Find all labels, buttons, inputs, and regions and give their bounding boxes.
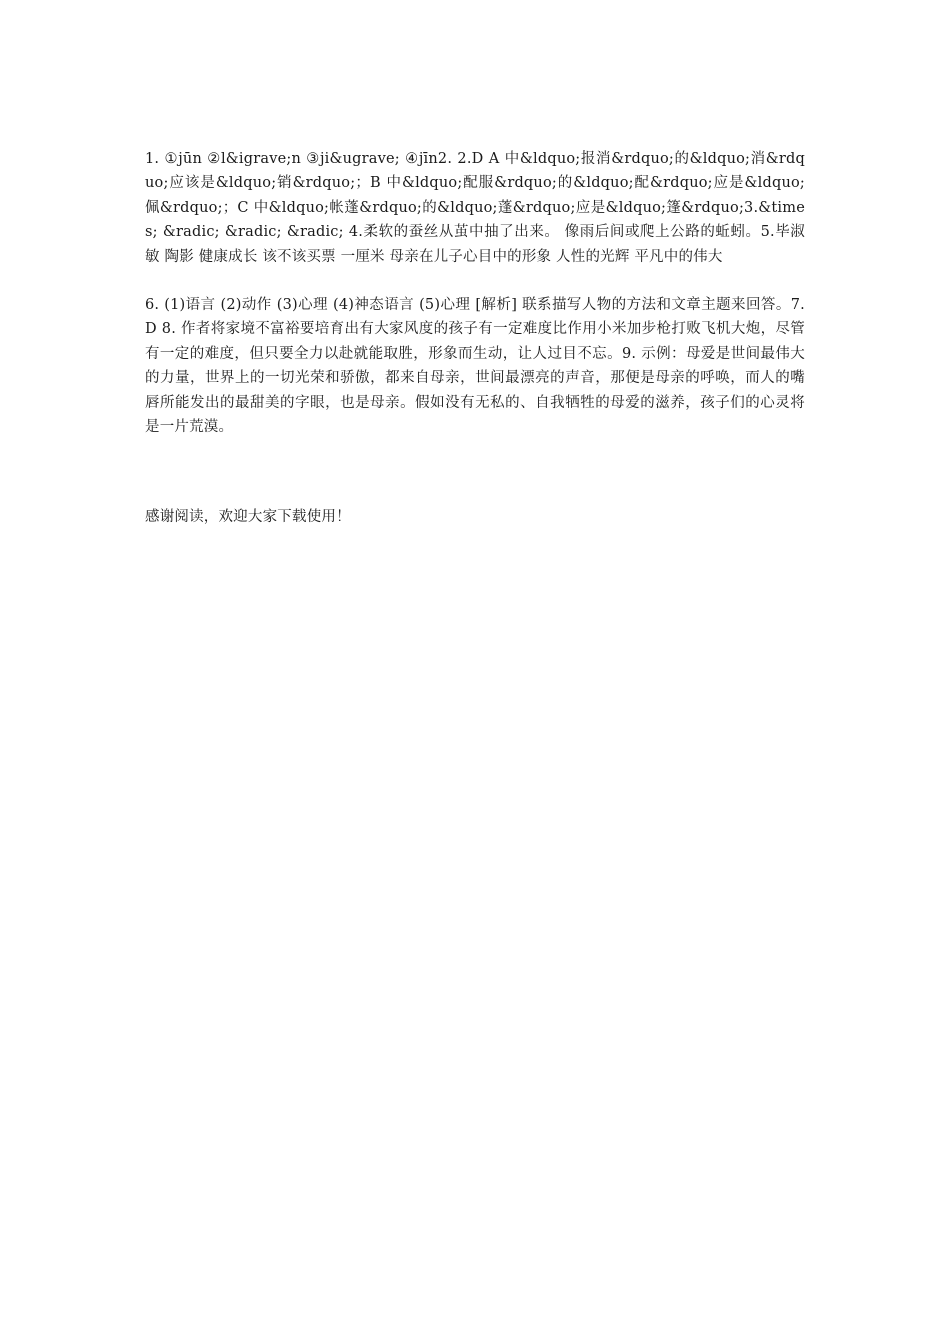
closing-note: 感谢阅读，欢迎大家下载使用！: [145, 509, 351, 526]
answer-paragraph-1: 1. ①jūn ②l&igrave;n ③ji&ugrave; ④jīn2. 2.D A 中&ldquo;报消&rdquo;的&ldquo;消&rdquo;应该是&ldquo;销&rdquo;；B 中&ldquo;配服&rdquo;的&ldquo;配&rdquo;应是&ldquo;佩&rdquo;；C 中&ldquo;帐蓬&rdquo;的&ldquo;蓬&rdquo;应是&ldquo;篷&rdquo;3.&times; &radic; &radic; &radic; 4.柔软的蚕丝从茧中抽了出来。 像雨后间或爬上公路的蚯蚓。5.毕淑敏 陶影 健康成长 该不该买票 一厘米 母亲在儿子心目中的形象 人性的光辉 平凡中的伟大: [145, 151, 805, 265]
answer-paragraph-2: 6. (1)语言 (2)动作 (3)心理 (4)神态语言 (5)心理 [解析] 联系描写人物的方法和文章主题来回答。7.D 8. 作者将家境不富裕要培育出有大家风度的孩子有一定难度比作用小米加步枪打败飞机大炮，尽管有一定的难度，但只要全力以赴就能取胜，形象而生动，让人过目不忘。9. 示例：母爱是世间最伟大的力量，世界上的一切光荣和骄傲，都来自母亲，世间最漂亮的声音，那便是母亲的呼唤，而人的嘴唇所能发出的最甜美的字眼，也是母亲。假如没有无私的、自我牺牲的母爱的滋养，孩子们的心灵将是一片荒漠。: [145, 297, 805, 436]
document-body: [145, 147, 805, 530]
